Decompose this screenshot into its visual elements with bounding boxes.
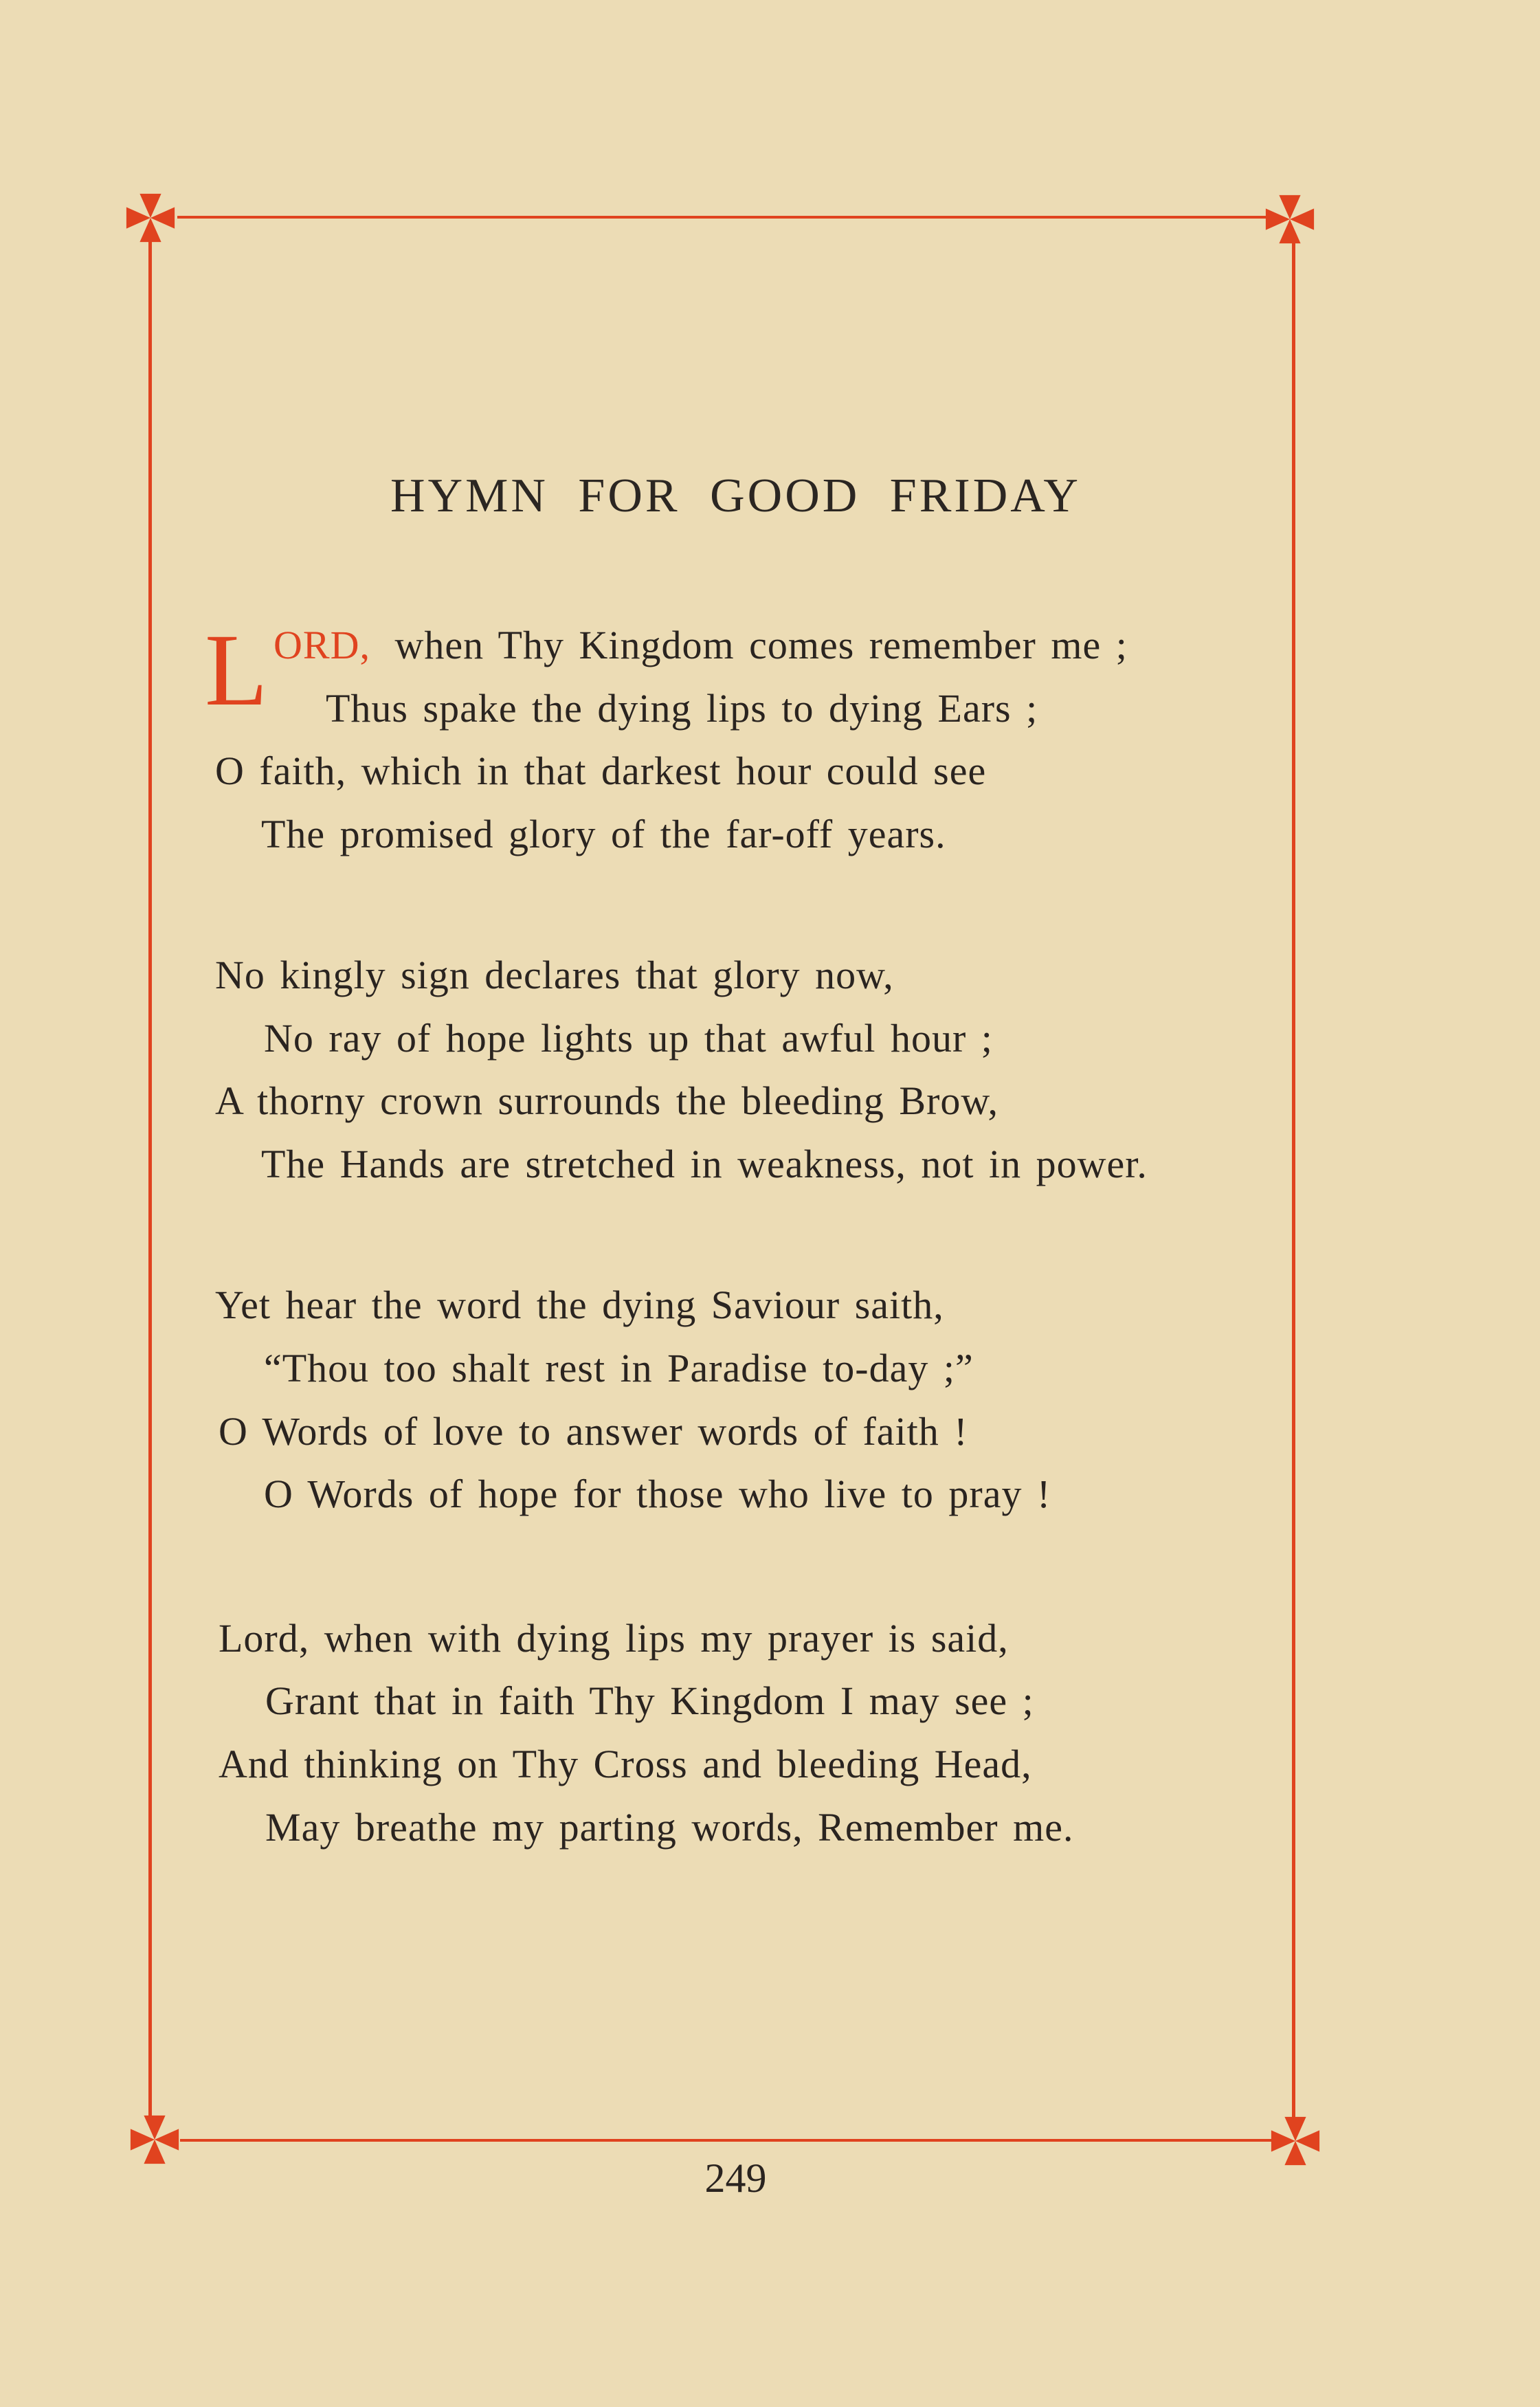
verse-line: O Words of love to answer words of faith ! (219, 1409, 968, 1454)
verse-line: Yet hear the word the dying Saviour saith, (215, 1283, 944, 1327)
verse-line (274, 622, 1128, 668)
verse-line: And thinking on Thy Cross and bleeding Head, (219, 1742, 1032, 1786)
verse-line: No ray of hope lights up that awful hour ; (264, 1016, 993, 1061)
first-word-rest: ORD, (274, 623, 370, 667)
hymn-title: HYMN FOR GOOD FRIDAY (390, 469, 1081, 522)
verse-line: O Words of hope for those who live to pray ! (264, 1472, 1051, 1516)
verse-line: May breathe my parting words, Remember me. (265, 1805, 1074, 1850)
verse-line: O faith, which in that darkest hour could see (215, 748, 987, 793)
verse-line: The promised glory of the far-off years. (261, 812, 946, 856)
border-top (177, 216, 1270, 219)
verse-text: when Thy Kingdom comes remember me ; (394, 623, 1128, 667)
verse-line: No kingly sign declares that glory now, (215, 953, 894, 997)
page-number: 249 (704, 2155, 767, 2201)
verse-line: Lord, when with dying lips my prayer is said, (219, 1616, 1009, 1661)
maltese-cross-icon-top-right (1263, 192, 1317, 246)
verse-line: The Hands are stretched in weakness, not in power. (261, 1142, 1148, 1186)
drop-cap: L (205, 613, 268, 727)
border-bottom (180, 2139, 1273, 2142)
verse-line: “Thou too shalt rest in Paradise to-day ;” (264, 1346, 974, 1390)
maltese-cross-icon-top-left (124, 191, 177, 245)
verse-line: Grant that in faith Thy Kingdom I may see ; (265, 1678, 1034, 1723)
verse-line: Thus spake the dying lips to dying Ears ; (326, 686, 1038, 731)
verse-line: A thorny crown surrounds the bleeding Brow, (215, 1078, 999, 1123)
